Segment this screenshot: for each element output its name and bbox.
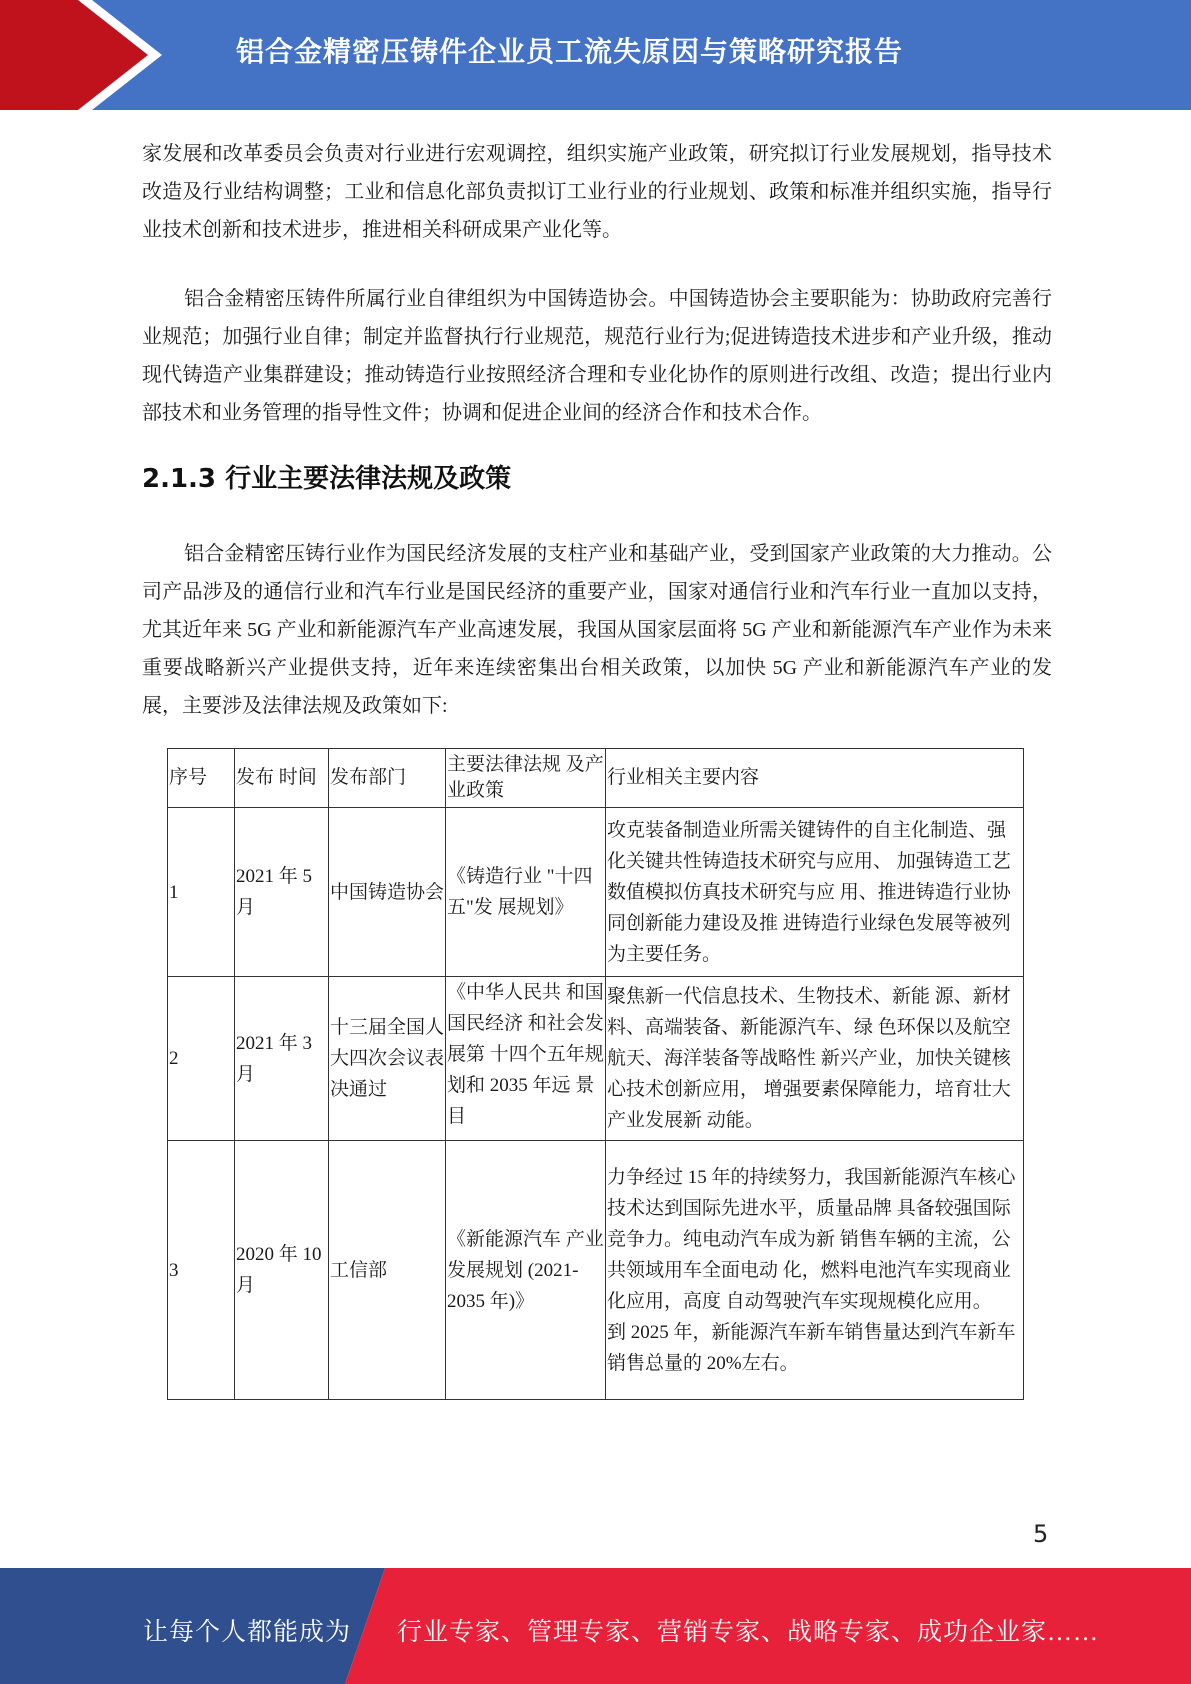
report-title: 铝合金精密压铸件企业员工流失原因与策略研究报告 xyxy=(236,35,904,68)
table-row xyxy=(168,808,1024,977)
cell-content: 攻克装备制造业所需关键铸件的自主化制造、强化关键共性铸造技术研究与应用、 加强铸造工艺数值模拟仿真技术研究与应 用、推进铸造行业协同创新能力建设及推 进铸造行业绿色发展等被列为主要任务。 xyxy=(606,808,1024,977)
table-row xyxy=(168,977,1024,1141)
cell-date: 2021 年 3 月 xyxy=(235,977,329,1141)
page-footer xyxy=(0,1568,1191,1684)
cell-no: 2 xyxy=(168,977,235,1141)
section-heading: 2.1.3 行业主要法律法规及政策 xyxy=(142,464,512,494)
page-header xyxy=(0,0,1191,110)
cell-date: 2021 年 5 月 xyxy=(235,808,329,977)
cell-dept: 工信部 xyxy=(329,1141,446,1400)
header-cell-policy: 主要法律法规 及产业政策 xyxy=(446,749,606,808)
cell-content: 聚焦新一代信息技术、生物技术、新能 源、新材料、高端装备、新能源汽车、绿 色环保以及航空航天、海洋装备等战略性 新兴产业，加快关键核心技术创新应用， 增强要素保障能力，培育壮大产业发展新 动能。 xyxy=(606,977,1024,1141)
table-header-row xyxy=(168,749,1024,808)
cell-no: 1 xyxy=(168,808,235,977)
cell-policy: 《新能源汽车 产业发展规划 (2021-2035 年)》 xyxy=(446,1141,606,1400)
cell-content-text-2: 到 2025 年，新能源汽车新车销售量达到汽车新车销售总量的 20%左右。 xyxy=(607,1321,1016,1374)
page-number: 5 xyxy=(1033,1520,1049,1548)
policy-table xyxy=(167,748,1024,1400)
cell-policy: 《铸造行业 "十四五"发 展规划》 xyxy=(446,808,606,977)
header-cell-date: 发布 时间 xyxy=(235,749,329,808)
cell-policy-text: 《中华人民共 和国国民经济 和社会发展第 十四个五年规 划和 2035 年远 景目 xyxy=(447,982,604,1127)
footer-slogan-left: 让每个人都能成为 xyxy=(143,1619,352,1646)
header-cell-content: 行业相关主要内容 xyxy=(606,749,1024,808)
cell-no: 3 xyxy=(168,1141,235,1400)
body-paragraph-1: 家发展和改革委员会负责对行业进行宏观调控，组织实施产业政策，研究拟订行业发展规划，指导技术改造及行业结构调整；工业和信息化部负责拟订工业行业的行业规划、政策和标准并组织实施，指导行业技术创新和技术进步，推进相关科研成果产业化等。 xyxy=(142,143,1052,241)
body-paragraph-3: 铝合金精密压铸行业作为国民经济发展的支柱产业和基础产业，受到国家产业政策的大力推动。公司产品涉及的通信行业和汽车行业是国民经济的重要产业，国家对通信行业和汽车行业一直加以支持，尤其近年来 5G 产业和新能源汽车产业高速发展，我国从国家层面将 5G 产业和新能源汽车产业作为未来重要战略新兴产业提供支持，近年来连续密集出台相关政策，以加快 5G 产业和新能源汽车产业的发展，主要涉及法律法规及政策如下: xyxy=(142,543,1052,717)
cell-content-text: 力争经过 15 年的持续努力，我国新能源汽车核心技术达到国际先进水平，质量品牌 具备较强国际竞争力。纯电动汽车成为新 销售车辆的主流，公共领域用车全面电动 化，燃料电池汽车实现商业化应用，高度 自动驾驶汽车实现规模化应用。 xyxy=(607,1166,1016,1312)
header-cell-no: 序号 xyxy=(168,749,235,808)
cell-content xyxy=(606,1141,1024,1400)
header-cell-dept: 发布部门 xyxy=(329,749,446,808)
cell-date: 2020 年 10 月 xyxy=(235,1141,329,1400)
body-paragraph-2: 铝合金精密压铸件所属行业自律组织为中国铸造协会。中国铸造协会主要职能为：协助政府完善行业规范；加强行业自律；制定并监督执行行业规范，规范行业行为;促进铸造技术进步和产业升级，推动现代铸造产业集群建设；推动铸造行业按照经济合理和专业化协作的原则进行改组、改造；提出行业内部技术和业务管理的指导性文件；协调和促进企业间的经济合作和技术合作。 xyxy=(142,288,1052,424)
cell-dept: 十三届全国人大四次会议表决通过 xyxy=(329,977,446,1141)
footer-slogan-right: 行业专家、管理专家、营销专家、战略专家、成功企业家…… xyxy=(397,1619,1100,1646)
cell-policy xyxy=(446,977,606,1141)
cell-dept: 中国铸造协会 xyxy=(329,808,446,977)
table-row xyxy=(168,1141,1024,1400)
